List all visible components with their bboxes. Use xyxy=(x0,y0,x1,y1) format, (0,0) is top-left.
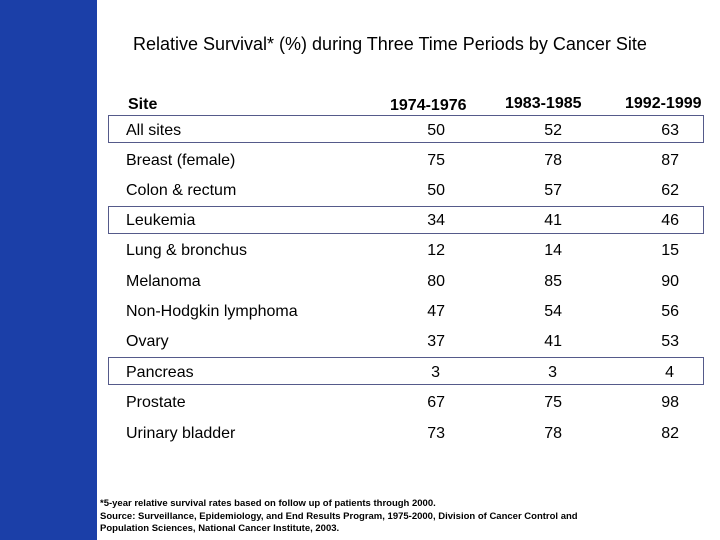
table-row xyxy=(0,332,720,362)
value-period-3: 53 xyxy=(661,333,679,350)
value-period-1: 80 xyxy=(427,273,445,290)
value-period-3: 98 xyxy=(661,394,679,411)
value-period-2: 78 xyxy=(544,152,562,169)
value-period-2: 85 xyxy=(544,273,562,290)
table-row xyxy=(0,181,720,211)
value-period-3: 62 xyxy=(661,182,679,199)
site-name: All sites xyxy=(126,122,182,139)
table-row xyxy=(0,151,720,181)
value-period-2: 54 xyxy=(544,303,562,320)
header-period-1: 1974-1976 xyxy=(390,97,467,114)
value-period-1: 75 xyxy=(427,152,445,169)
site-name: Urinary bladder xyxy=(126,425,236,442)
footnote-source: Source: Surveillance, Epidemiology, and End Results Program, 1975-2000, Division of Cancer Control and xyxy=(100,510,578,522)
site-name: Lung & bronchus xyxy=(126,242,247,259)
table-row xyxy=(0,363,720,393)
value-period-1: 3 xyxy=(431,364,440,381)
value-period-1: 34 xyxy=(427,212,445,229)
header-period-2: 1983-1985 xyxy=(505,95,582,112)
value-period-3: 46 xyxy=(661,212,679,229)
table-row xyxy=(0,393,720,423)
value-period-1: 50 xyxy=(427,122,445,139)
site-name: Pancreas xyxy=(126,364,194,381)
site-name: Non-Hodgkin lymphoma xyxy=(126,303,298,320)
value-period-2: 57 xyxy=(544,182,562,199)
value-period-3: 63 xyxy=(661,122,679,139)
value-period-3: 87 xyxy=(661,152,679,169)
slide-title: Relative Survival* (%) during Three Time Periods by Cancer Site xyxy=(133,34,647,54)
site-name: Prostate xyxy=(126,394,186,411)
table-row xyxy=(0,121,720,151)
value-period-2: 14 xyxy=(544,242,562,259)
table-row xyxy=(0,424,720,454)
value-period-2: 52 xyxy=(544,122,562,139)
header-site: Site xyxy=(128,96,158,113)
value-period-3: 82 xyxy=(661,425,679,442)
site-name: Ovary xyxy=(126,333,169,350)
value-period-1: 67 xyxy=(427,394,445,411)
value-period-2: 75 xyxy=(544,394,562,411)
footnote-line: *5-year relative survival rates based on follow up of patients through 2000. xyxy=(100,498,436,509)
table-row xyxy=(0,241,720,271)
table-row xyxy=(0,211,720,241)
table-row xyxy=(0,302,720,332)
value-period-2: 78 xyxy=(544,425,562,442)
value-period-3: 56 xyxy=(661,303,679,320)
value-period-2: 41 xyxy=(544,212,562,229)
site-name: Melanoma xyxy=(126,273,201,290)
value-period-1: 47 xyxy=(427,303,445,320)
site-name: Colon & rectum xyxy=(126,182,237,199)
value-period-2: 41 xyxy=(544,333,562,350)
header-period-3: 1992-1999 xyxy=(625,95,702,112)
value-period-3: 4 xyxy=(665,364,674,381)
value-period-3: 90 xyxy=(661,273,679,290)
site-name: Leukemia xyxy=(126,212,196,229)
value-period-1: 73 xyxy=(427,425,445,442)
table-row xyxy=(0,272,720,302)
value-period-1: 37 xyxy=(427,333,445,350)
value-period-2: 3 xyxy=(548,364,557,381)
site-name: Breast (female) xyxy=(126,152,236,169)
value-period-3: 15 xyxy=(661,242,679,259)
footnote xyxy=(100,498,700,536)
value-period-1: 12 xyxy=(427,242,445,259)
footnote-source-cont: Population Sciences, National Cancer Institute, 2003. xyxy=(100,523,340,534)
value-period-1: 50 xyxy=(427,182,445,199)
